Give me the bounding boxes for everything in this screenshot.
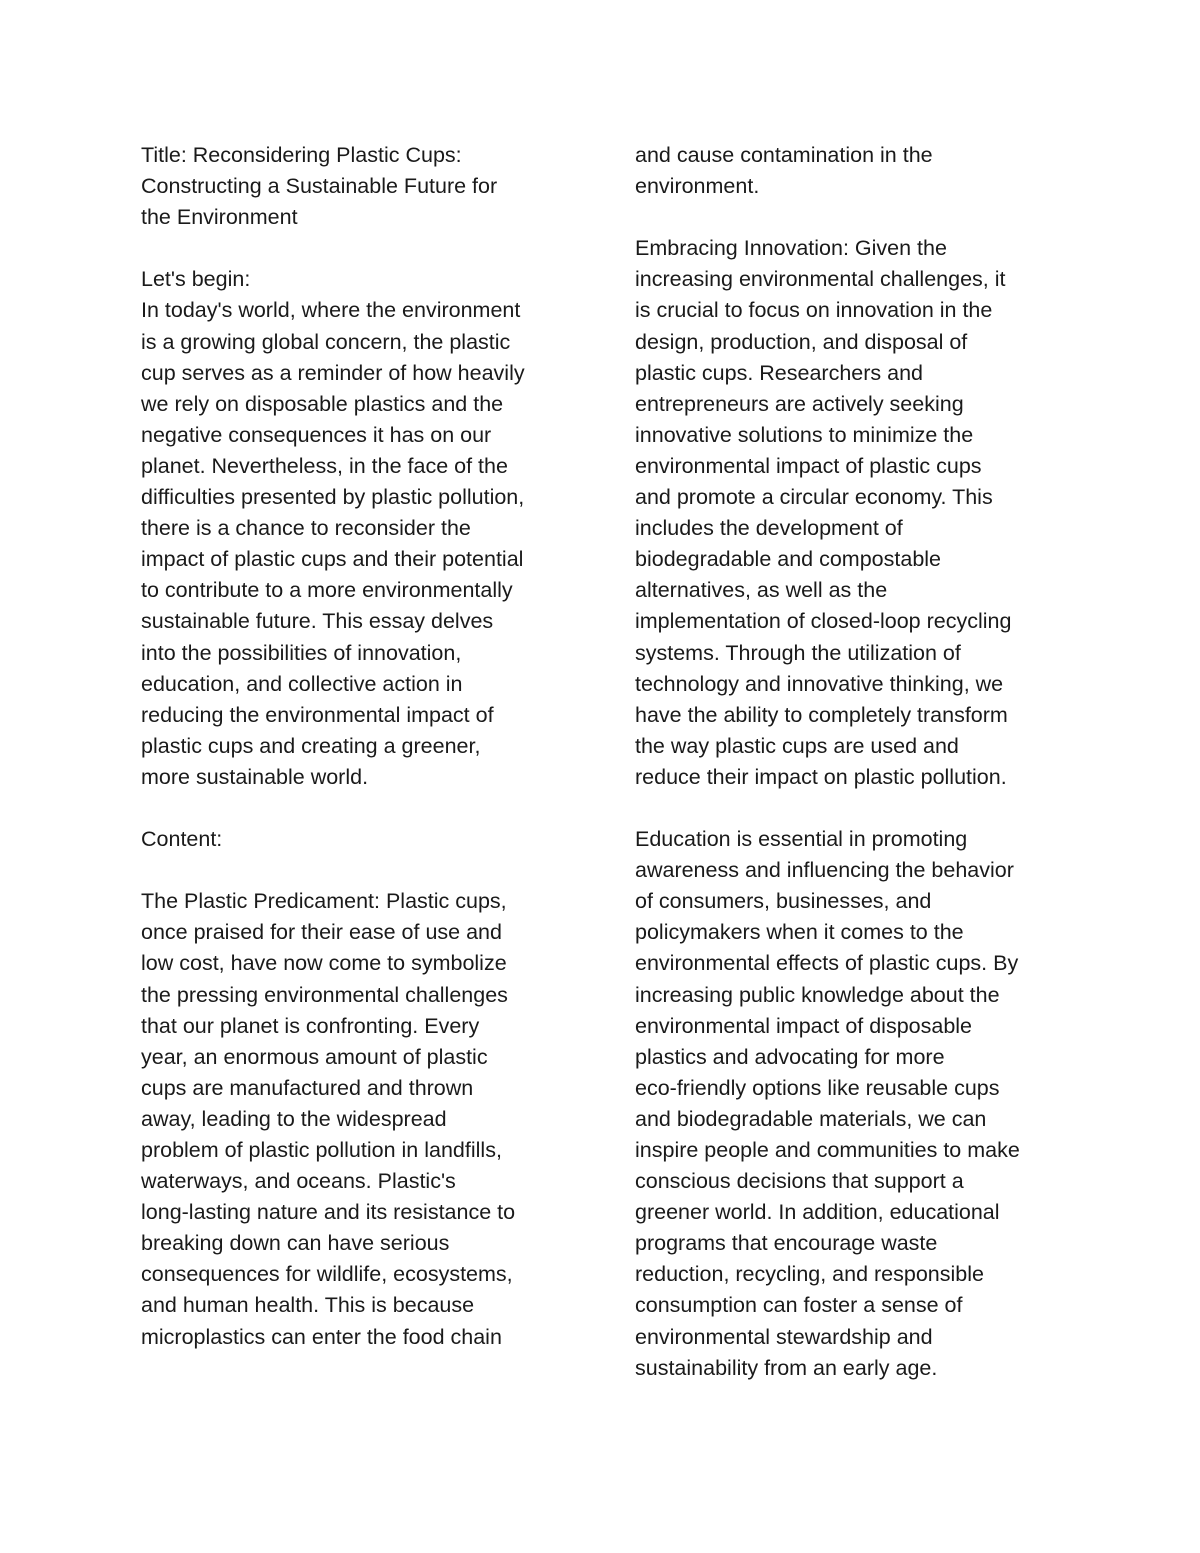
text-line: and biodegradable materials, we can xyxy=(635,1106,987,1131)
text-line: low cost, have now come to symbolize xyxy=(141,951,507,976)
text-line: we rely on disposable plastics and the xyxy=(141,391,504,416)
text-line: to contribute to a more environmentally xyxy=(141,578,513,603)
text-line: microplastics can enter the food chain xyxy=(141,1324,502,1349)
text-line: of consumers, businesses, and xyxy=(635,889,932,914)
text-line: the Environment xyxy=(141,205,298,230)
text-line: reduce their impact on plastic pollution. xyxy=(635,764,1007,789)
text-line: innovative solutions to minimize the xyxy=(635,422,974,447)
text-line: plastic cups and creating a greener, xyxy=(141,733,481,758)
text-line: consumption can foster a sense of xyxy=(635,1293,963,1318)
text-line: there is a chance to reconsider the xyxy=(141,516,471,541)
text-line: that our planet is confronting. Every xyxy=(141,1013,480,1038)
paragraph-spacer xyxy=(635,202,1065,233)
left-text-column xyxy=(141,140,571,1353)
text-line: Education is essential in promoting xyxy=(635,827,968,852)
text-line: is a growing global concern, the plastic xyxy=(141,329,511,354)
text-line: cups are manufactured and thrown xyxy=(141,1075,474,1100)
text-line: is crucial to focus on innovation in the xyxy=(635,298,993,323)
text-line: policymakers when it comes to the xyxy=(635,920,964,945)
text-line: Title: Reconsidering Plastic Cups: xyxy=(141,143,462,167)
text-line: year, an enormous amount of plastic xyxy=(141,1044,488,1069)
text-line: includes the development of xyxy=(635,516,903,541)
right-text-column xyxy=(635,140,1065,1384)
text-line: sustainable future. This essay delves xyxy=(141,609,494,634)
text-line: problem of plastic pollution in landfills, xyxy=(141,1138,502,1162)
text-line: reduction, recycling, and responsible xyxy=(635,1262,984,1287)
text-line: awareness and influencing the behavior xyxy=(635,858,1014,883)
text-line: plastic cups. Researchers and xyxy=(635,360,924,385)
text-line: entrepreneurs are actively seeking xyxy=(635,391,964,416)
text-line: conscious decisions that support a xyxy=(635,1169,964,1194)
text-line: education, and collective action in xyxy=(141,671,463,696)
text-line: reducing the environmental impact of xyxy=(141,702,494,727)
text-line: once praised for their ease of use and xyxy=(141,920,502,945)
text-line: sustainability from an early age. xyxy=(635,1355,938,1380)
text-line: negative consequences it has on our xyxy=(141,422,492,447)
text-line: implementation of closed-loop recycling xyxy=(635,609,1012,634)
text-line: environmental impact of plastic cups xyxy=(635,453,982,478)
text-line: the pressing environmental challenges xyxy=(141,982,508,1007)
text-line: more sustainable world. xyxy=(141,764,369,789)
text-line: and cause contamination in the xyxy=(635,143,933,167)
text-line: difficulties presented by plastic pollution, xyxy=(141,485,525,510)
text-line: impact of plastic cups and their potential xyxy=(141,547,524,572)
text-line: waterways, and oceans. Plastic's xyxy=(141,1169,456,1194)
paragraph-spacer xyxy=(141,855,571,886)
text-line: environmental effects of plastic cups. By xyxy=(635,951,1019,976)
text-line: environmental stewardship and xyxy=(635,1324,933,1349)
text-line: environmental impact of disposable xyxy=(635,1013,973,1038)
text-line: plastics and advocating for more xyxy=(635,1044,945,1069)
text-line: consequences for wildlife, ecosystems, xyxy=(141,1262,513,1287)
text-line: and human health. This is because xyxy=(141,1293,475,1318)
text-line: away, leading to the widespread xyxy=(141,1106,447,1131)
text-line: increasing environmental challenges, it xyxy=(635,267,1006,292)
text-line: Content: xyxy=(141,827,223,852)
text-line: eco-friendly options like reusable cups xyxy=(635,1075,1000,1100)
text-line: cup serves as a reminder of how heavily xyxy=(141,360,525,385)
text-line: Let's begin: xyxy=(141,267,251,292)
text-line: inspire people and communities to make xyxy=(635,1138,1020,1162)
text-line: breaking down can have serious xyxy=(141,1231,450,1256)
text-line: long-lasting nature and its resistance to xyxy=(141,1200,516,1225)
text-line: into the possibilities of innovation, xyxy=(141,640,462,665)
text-line: environment. xyxy=(635,174,760,199)
text-line: systems. Through the utilization of xyxy=(635,640,961,665)
paragraph-spacer xyxy=(141,233,571,264)
text-line: programs that encourage waste xyxy=(635,1231,938,1256)
paragraph-spacer xyxy=(635,793,1065,824)
text-line: design, production, and disposal of xyxy=(635,329,968,354)
text-line: greener world. In addition, educational xyxy=(635,1200,1000,1225)
paragraph-spacer xyxy=(141,793,571,824)
text-line: alternatives, as well as the xyxy=(635,578,888,603)
text-line: increasing public knowledge about the xyxy=(635,982,1000,1007)
text-line: have the ability to completely transform xyxy=(635,702,1008,727)
text-line: Embracing Innovation: Given the xyxy=(635,236,947,261)
text-line: The Plastic Predicament: Plastic cups, xyxy=(141,889,507,914)
text-line: Constructing a Sustainable Future for xyxy=(141,174,498,199)
text-line: planet. Nevertheless, in the face of the xyxy=(141,453,508,478)
text-line: biodegradable and compostable xyxy=(635,547,942,572)
text-line: technology and innovative thinking, we xyxy=(635,671,1004,696)
text-line: and promote a circular economy. This xyxy=(635,485,993,510)
text-line: In today's world, where the environment xyxy=(141,298,521,323)
text-line: the way plastic cups are used and xyxy=(635,733,959,758)
